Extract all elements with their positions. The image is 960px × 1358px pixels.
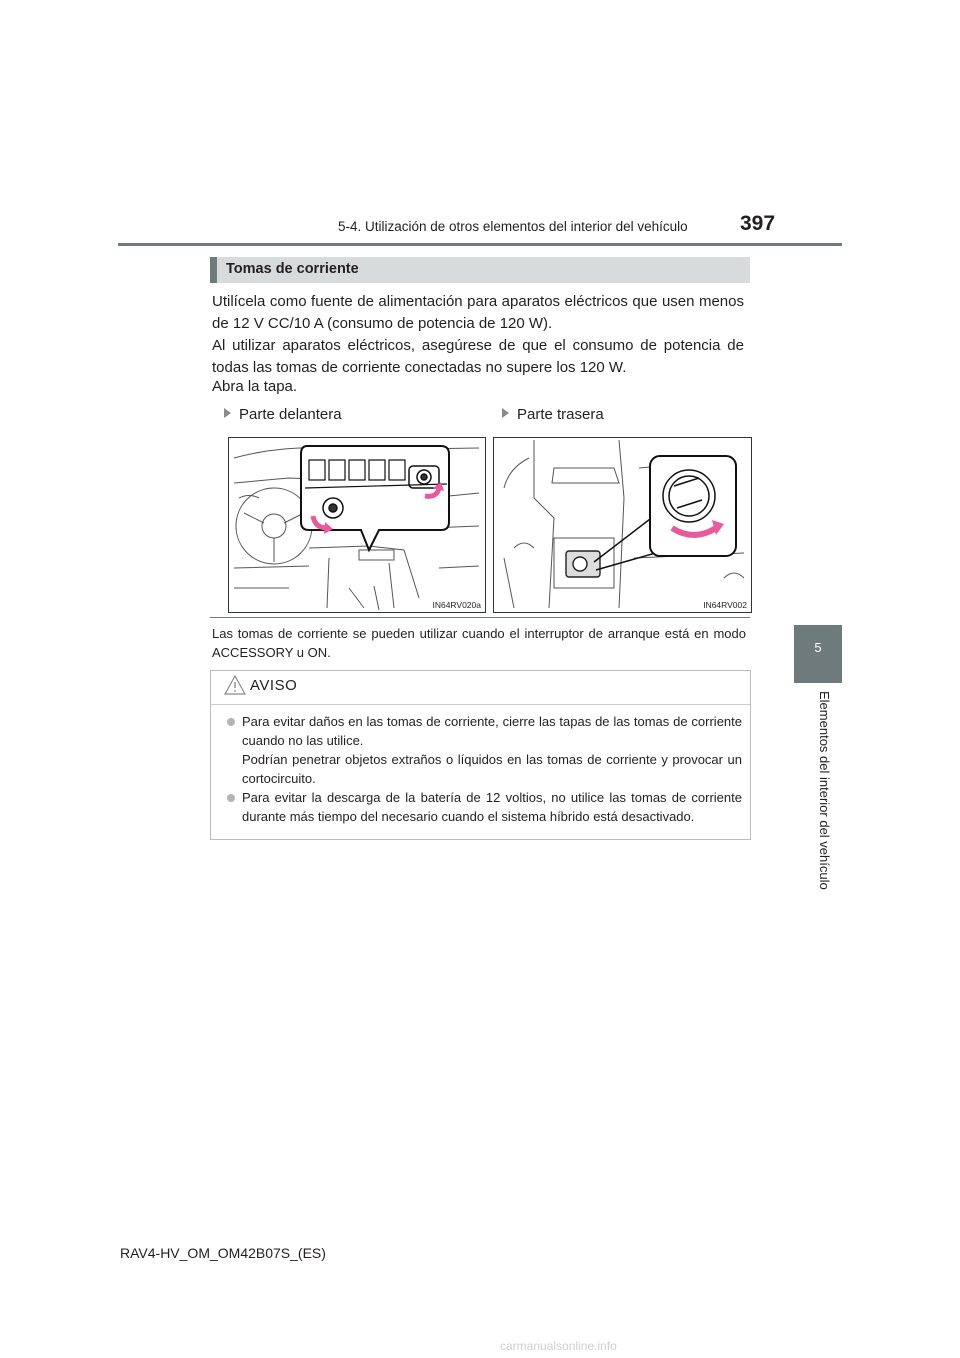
triangle-bullet-icon — [502, 408, 509, 418]
dashboard-illustration — [229, 438, 485, 612]
chapter-number: 5 — [814, 640, 822, 655]
notice-title: AVISO — [250, 677, 298, 694]
figure-code-front: IN64RV020a — [432, 600, 481, 610]
figure-code-rear: IN64RV002 — [703, 600, 747, 610]
body-paragraph-3: Abra la tapa. — [212, 378, 298, 395]
triangle-bullet-icon — [224, 408, 231, 418]
notice-item-1: Para evitar daños en las tomas de corriente, cierre las tapas de las tomas de corriente cuando no las utilice. Podrían penetrar objetos extraños o líquidos en las tomas de corriente y provocar un cortocircuito. — [242, 714, 742, 786]
figure-label-front: Parte delantera — [224, 406, 342, 423]
section-heading-mark — [210, 257, 217, 283]
figure-rear — [493, 437, 752, 613]
figure-front — [228, 437, 486, 613]
rear-outlet-icon — [573, 557, 587, 571]
bullet-dot-icon — [227, 718, 235, 726]
figure-label-rear: Parte trasera — [502, 406, 604, 423]
body-paragraph-2: Al utilizar aparatos eléctricos, asegúrese de que el consumo de potencia de todas las tomas de corriente conectadas no supere los 120 W. — [212, 337, 744, 376]
chapter-title: Elementos del interior del vehículo — [817, 691, 832, 890]
body-paragraph-1: Utilícela como fuente de alimentación para aparatos eléctricos que usen menos de 12 V CC/10 A (consumo de potencia de 120 W). — [212, 293, 744, 332]
header-rule — [118, 243, 842, 246]
warning-triangle-icon — [224, 675, 246, 695]
notice-item-2: Para evitar la descarga de la batería de 12 voltios, no utilice las tomas de corriente durante más tiempo del necesario cuando el sistema híbrido está desactivado. — [242, 790, 742, 824]
manual-code: RAV4-HV_OM_OM42B07S_(ES) — [120, 1245, 326, 1261]
watermark: carmanualsonline.info — [500, 1339, 617, 1353]
header-section-title: 5-4. Utilización de otros elementos del interior del vehículo — [338, 219, 688, 234]
note-rule — [210, 617, 750, 618]
section-title: Tomas de corriente — [226, 261, 359, 277]
bullet-dot-icon — [227, 794, 235, 802]
page-number: 397 — [740, 212, 776, 235]
usage-note: Las tomas de corriente se pueden utilizar cuando el interruptor de arranque está en modo ACCESSORY u ON. — [212, 626, 746, 660]
rear-console-illustration — [494, 438, 751, 612]
